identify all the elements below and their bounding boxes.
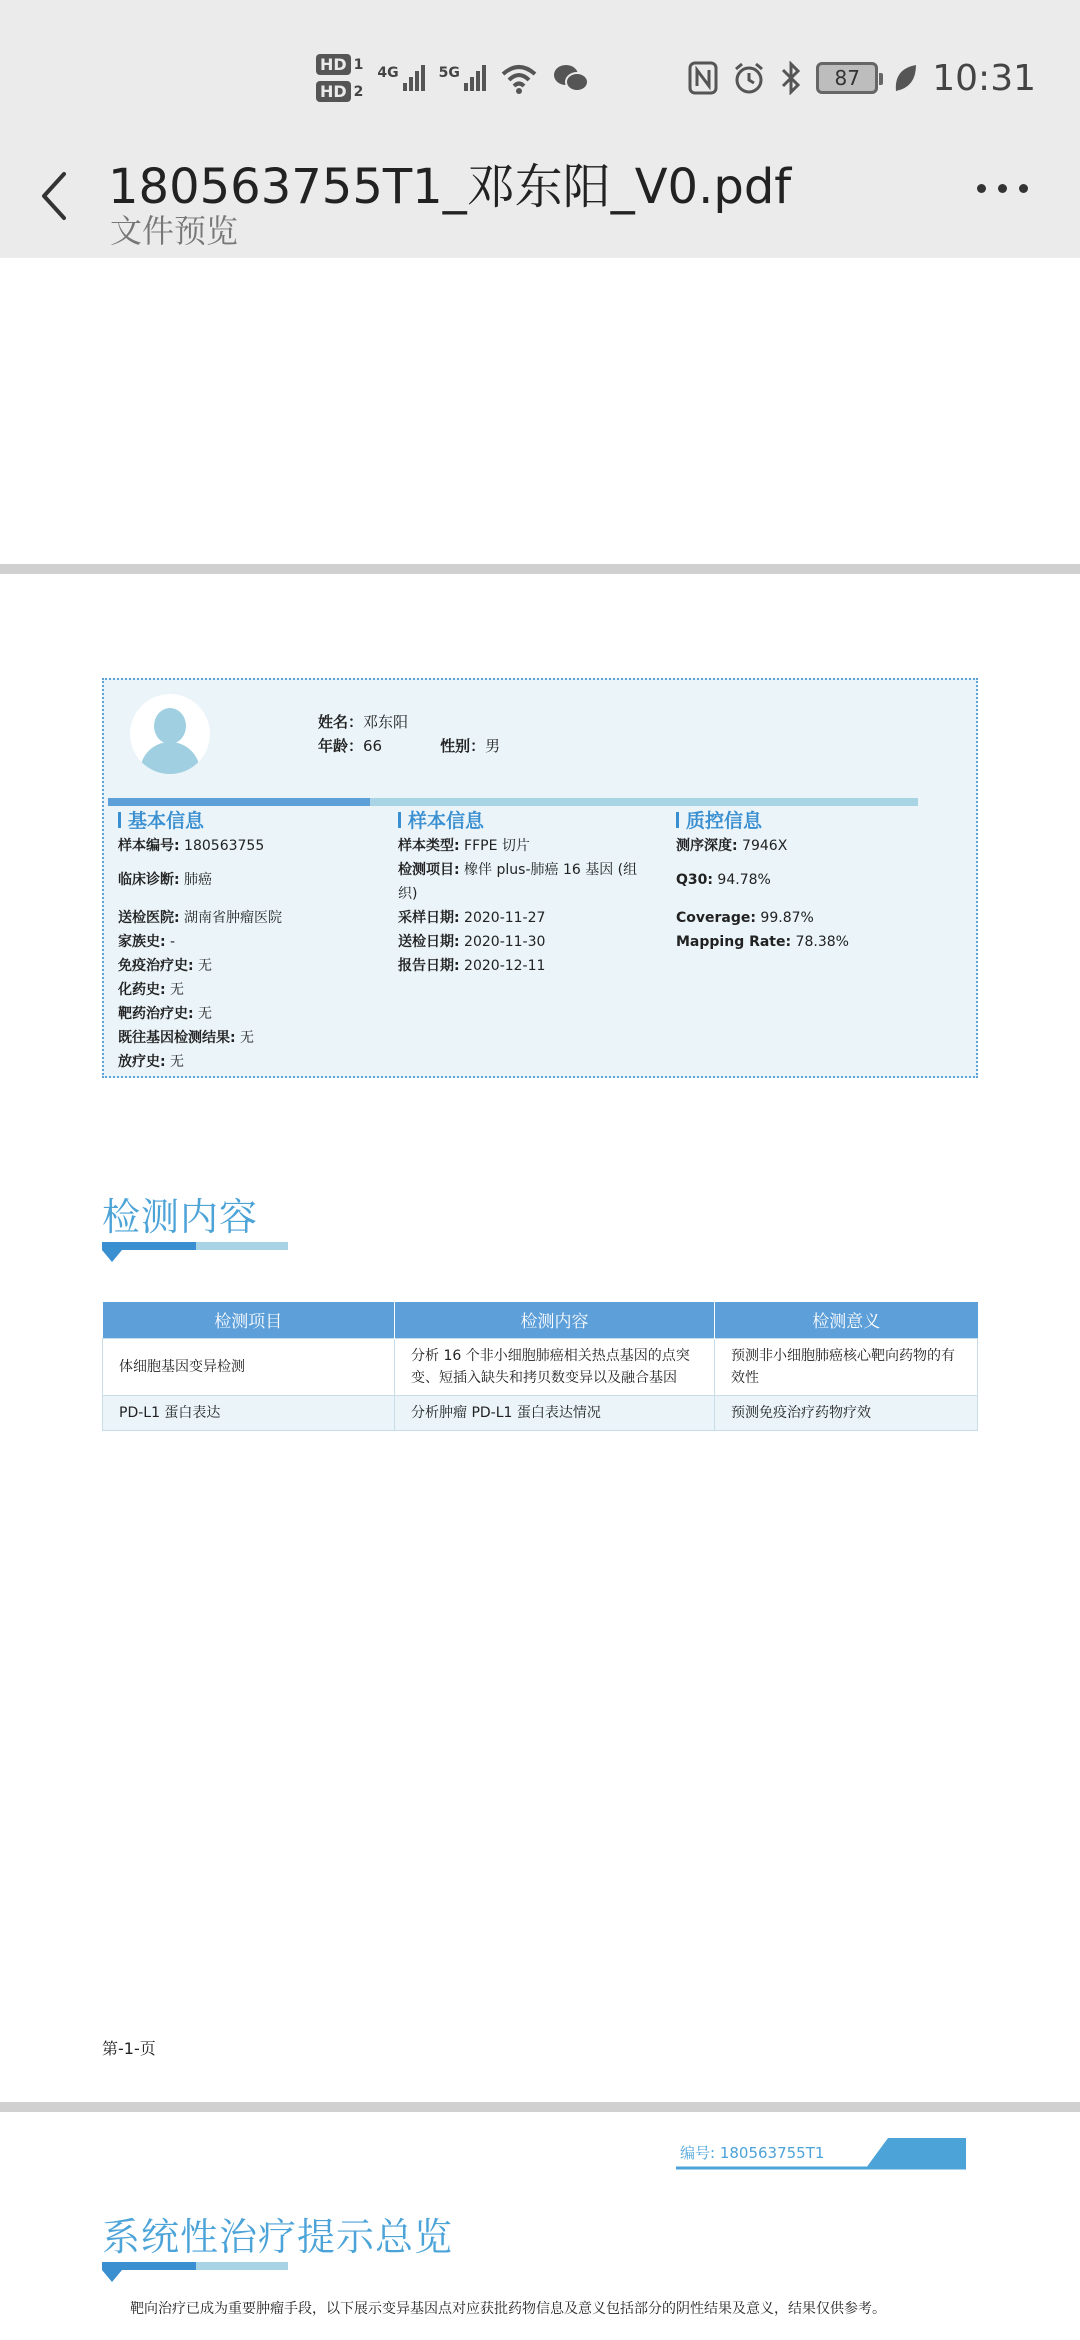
hd1-icon: HD 1 — [316, 54, 363, 75]
document-title: 180563755T1_邓东阳_V0.pdf — [108, 159, 792, 215]
table-row — [103, 1338, 978, 1395]
table-cell: 分析 16 个非小细胞肺癌相关热点基因的点突变、短插入缺失和拷贝数变异以及融合基因 — [395, 1338, 715, 1395]
table-header: 检测项目 — [103, 1302, 395, 1338]
patient-info-card — [102, 678, 978, 1078]
intro-paragraph: 靶向治疗已成为重要肿瘤手段，以下展示变异基因点对应获批药物信息及意义包括部分的阴性结果及意义，结果仅供参考。 — [130, 2301, 886, 2317]
basic-item: 化药史: 无 — [118, 982, 185, 998]
section-divider-bar — [108, 798, 918, 806]
section-underline-triangle — [102, 1250, 122, 1262]
status-right — [688, 54, 1036, 102]
table-cell: 体细胞基因变异检测 — [103, 1338, 395, 1395]
back-arrow-icon[interactable] — [34, 158, 74, 228]
more-options-icon[interactable] — [977, 184, 1028, 193]
sample-item: 织) — [398, 886, 418, 902]
table-header-row — [103, 1302, 978, 1338]
sample-info-heading: 样本信息 — [398, 806, 484, 833]
status-bar — [0, 0, 1080, 148]
table-row — [103, 1395, 978, 1430]
section-title-test-content: 检测内容 — [102, 1195, 259, 1239]
sample-item: 送检日期: 2020-11-30 — [398, 934, 546, 950]
report-code: 编号: 180563755T1 — [680, 2144, 825, 2162]
clock: 10:31 — [932, 57, 1036, 99]
page-number: 第-1-页 — [102, 2039, 156, 2058]
wechat-icon — [552, 62, 590, 94]
table-cell: 预测非小细胞肺癌核心靶向药物的有效性 — [715, 1338, 978, 1395]
table-cell: PD-L1 蛋白表达 — [103, 1395, 395, 1430]
qc-item: 测序深度: 7946X — [676, 838, 788, 854]
hd-indicators — [316, 54, 363, 102]
alarm-icon — [732, 61, 766, 95]
test-content-table — [102, 1302, 978, 1431]
hd2-icon: HD 2 — [316, 81, 363, 102]
signal-4g-icon: 4G — [377, 65, 424, 91]
basic-item: 临床诊断: 肺癌 — [118, 872, 213, 888]
sample-item: 报告日期: 2020-12-11 — [398, 958, 546, 974]
status-left — [316, 48, 590, 108]
qc-item: Coverage: 99.87% — [676, 910, 814, 926]
bluetooth-icon — [780, 61, 802, 95]
avatar-icon — [130, 694, 210, 774]
section-title-systemic-therapy: 系统性治疗提示总览 — [102, 2215, 454, 2259]
basic-item: 靶药治疗史: 无 — [118, 1006, 213, 1022]
table-cell: 预测免疫治疗药物疗效 — [715, 1395, 978, 1430]
basic-item: 送检医院: 湖南省肿瘤医院 — [118, 910, 283, 926]
section-underline-triangle — [102, 2270, 122, 2282]
basic-item: 既往基因检测结果: 无 — [118, 1030, 255, 1046]
basic-item: 免疫治疗史: 无 — [118, 958, 213, 974]
basic-info-heading: 基本信息 — [118, 806, 204, 833]
page-separator — [0, 2102, 1080, 2112]
signal-5g-icon: 5G — [439, 65, 486, 91]
patient-age: 66 — [363, 737, 383, 755]
patient-gender: 男 — [485, 737, 501, 755]
sample-item: 检测项目: 橡伴 plus-肺癌 16 基因 (组 — [398, 862, 638, 878]
patient-name: 邓东阳 — [363, 713, 409, 731]
table-header: 检测内容 — [395, 1302, 715, 1338]
wifi-icon — [500, 62, 538, 94]
qc-item: Q30: 94.78% — [676, 872, 771, 888]
page-separator — [0, 564, 1080, 574]
document-subtitle: 文件预览 — [110, 212, 239, 250]
sample-item: 样本类型: FFPE 切片 — [398, 838, 530, 854]
table-header: 检测意义 — [715, 1302, 978, 1338]
basic-item: 家族史: - — [118, 934, 176, 950]
qc-info-heading: 质控信息 — [676, 806, 762, 833]
sample-item: 采样日期: 2020-11-27 — [398, 910, 546, 926]
section-underline — [102, 2262, 288, 2270]
patient-summary: 姓名： 邓东阳 年龄： 66 性别： 男 — [318, 710, 500, 758]
power-saving-leaf-icon — [892, 63, 918, 93]
basic-item: 放疗史: 无 — [118, 1054, 185, 1070]
nfc-icon — [688, 61, 718, 95]
battery-icon: 87 — [816, 62, 878, 94]
title-bar — [0, 148, 1080, 258]
qc-item: Mapping Rate: 78.38% — [676, 934, 849, 950]
section-underline — [102, 1242, 288, 1250]
basic-item: 样本编号: 180563755 — [118, 838, 265, 854]
table-cell: 分析肿瘤 PD-L1 蛋白表达情况 — [395, 1395, 715, 1430]
